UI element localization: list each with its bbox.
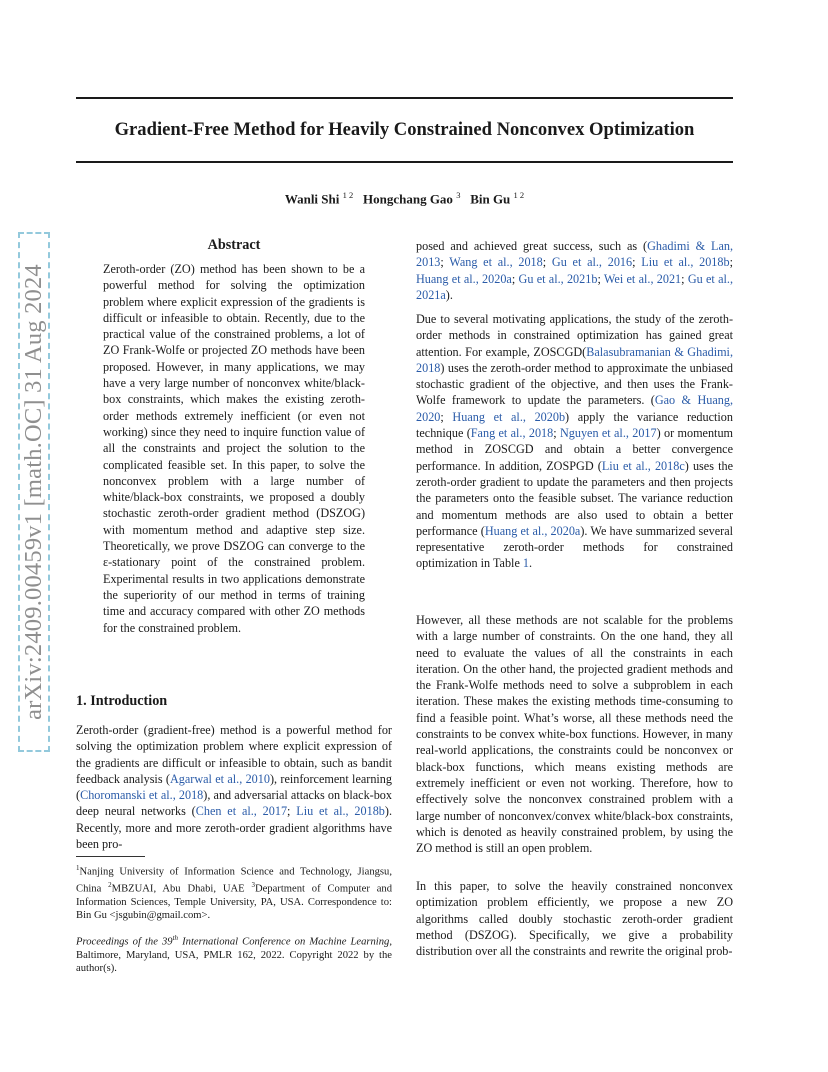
section-heading-introduction: 1. Introduction [76, 693, 168, 709]
author-affiliation: 1 2 [513, 190, 525, 200]
citation-link[interactable]: Huang et al., 2020a [484, 523, 581, 538]
citation-link[interactable]: Wang et al., 2018 [449, 255, 543, 270]
text-run: ). [445, 287, 453, 302]
intro-paragraph-1 [76, 722, 392, 852]
citation-link[interactable]: Gu et al., 2021b [518, 271, 598, 286]
intro-paragraph-4: In this paper, to solve the heavily constrained nonconvex optimization problem efficiently, we propose a new ZO algorithms called doubly stochastic zeroth-order gradient method (DSZOG). Specifically, we give a probability distribution over all the constraints and rewrite the original prob- [416, 879, 733, 959]
abstract-text: Zeroth-order (ZO) method has been shown to be a powerful method for solving the optimization problem where explicit expression of the gradients is difficult or infeasible to obtain. Recently, due to the practical value of the constrained problems, a lot of ZO Frank-Wolfe or projected ZO methods have been proposed. However, in many applications, we may have a very large number of nonconvex white/black-box constraints, which makes the existing zeroth-order methods extremely inefficient (or even not working) since they need to inquire function value of all the constraints and project the solution to the complicated feasible set. In this paper, to solve the nonconvex problem with a large number of white/black-box constraints, we proposed a doubly stochastic zeroth-order gradient method (DSZOG) with momentum method and adaptive step size. Theoretically, we prove DSZOG can converge to the ε-stationary point of the constrained problem. Experimental results in two applications demonstrate the superiority of our method in terms of training time and accuracy compared with other ZO methods for the constrained problem. [103, 262, 365, 635]
text-run: ). We have summarized several representative zeroth-order methods for constrained optimization in Table [416, 523, 734, 571]
author-name: Bin Gu [470, 191, 511, 207]
title-bottom-rule [76, 161, 733, 163]
text-run: ), and adversarial attacks on black-box deep neural networks ( [76, 788, 392, 819]
abstract-heading: Abstract [207, 237, 261, 253]
text-run: . [529, 556, 533, 571]
citation-link[interactable]: Ghadimi & Lan, 2013 [416, 239, 734, 270]
text-run: ) uses the zeroth-order method to approximate the unbiased stochastic gradient of the objective, and then uses the Frank-Wolfe framework to update the parameters. ( [416, 360, 733, 408]
author-affiliation: 1 2 [342, 190, 354, 200]
text-run: ) uses the zeroth-order gradient to update the parameters and then projects the parameters onto the feasible subset. The variance reduction and momentum methods are also used to obtain a better performance ( [416, 458, 733, 538]
citation-link[interactable]: Nguyen et al., 2017 [559, 426, 657, 441]
citation-link[interactable]: Agarwal et al., 2010 [169, 771, 270, 786]
intro-paragraph-2 [416, 311, 733, 572]
author-name: Wanli Shi [284, 191, 340, 207]
text-run: ) or momentum method in ZOSCGD and obtain a better convergence performance. In addition, ZOSPGD ( [416, 426, 734, 473]
citation-link[interactable]: Chen et al., 2017 [195, 804, 288, 819]
citation-link[interactable]: Huang et al., 2020b [452, 409, 566, 424]
proceedings-conference: International Conference on Machine Learning [178, 936, 390, 948]
text-run: ). Recently, more and more zeroth-order gradient algorithms have been pro- [76, 804, 392, 852]
text-run: ; [553, 426, 560, 441]
footnote-affiliations [76, 862, 392, 923]
affiliation-marker: 1 [76, 864, 80, 872]
text-run: ; [440, 255, 450, 270]
proceedings-superscript: th [172, 934, 179, 942]
text-run: ; [681, 271, 688, 286]
paper-title: Gradient-Free Method for Heavily Constrained Nonconvex Optimization [114, 119, 695, 140]
citation-link[interactable]: Fang et al., 2018 [470, 426, 554, 441]
proceedings-text: Proceedings of the 39 [76, 936, 173, 948]
intro-paragraph-3: However, all these methods are not scalable for the problems with a large number of constraints. On the one hand, they all need to evaluate the values of all the constraints in each iteration. On the other hand, the projected gradient methods and the Frank-Wolfe methods need to solve a subproblem in each iteration. These makes the existing methods time-consuming to find a feasible point. What’s worse, all these methods need the constraints to be convex white-box functions. However, in many real-world applications, the constraints could be nonconvex or black-box functions, which means existing methods are extremely inefficient or even not working. Therefore, how to effectively solve the nonconvex constrained problem with a large number of nonconvex/convex white/black-box constraints, which is denoted as heavily constrained problem, by using the ZO method is still an open problem. [416, 613, 733, 856]
text-run: MBZUAI, Abu Dhabi, UAE [111, 883, 252, 895]
citation-link[interactable]: Gu et al., 2021a [416, 271, 733, 302]
citation-link[interactable]: Huang et al., 2020a [416, 271, 512, 286]
text-run: ; [597, 271, 604, 286]
text-run: ; [542, 255, 552, 270]
affiliation-marker: 3 [251, 880, 255, 889]
text-run: ; [729, 255, 733, 270]
citation-link[interactable]: 1 [522, 556, 529, 571]
text-run: ) apply the variance reduction technique ( [416, 409, 733, 441]
text-run: Nanjing University of Information Science and Technology, Jiangsu, China [76, 866, 392, 895]
proceedings-details: , Baltimore, Maryland, USA, PMLR 162, 2022. Copyright 2022 by the author(s). [76, 936, 392, 975]
text-run: ), reinforcement learning ( [76, 771, 392, 803]
text-run: ; [632, 255, 642, 270]
arxiv-identifier: arXiv:2409.00459v1 [math.OC] 31 Aug 2024 [20, 264, 47, 720]
citation-link[interactable]: Balasubramanian & Ghadimi, 2018 [416, 344, 733, 375]
text-run: Due to several motivating applications, the study of the zeroth-order methods in constrained optimization has gained great attention. For example, ZOSCGD( [416, 312, 733, 359]
footnote-rule [76, 856, 145, 857]
affiliation-marker: 2 [108, 880, 112, 889]
citation-link[interactable]: Gu et al., 2016 [551, 255, 633, 270]
text-run: ; [287, 804, 297, 819]
citation-link[interactable]: Gao & Huang, 2020 [416, 393, 733, 424]
citation-link[interactable]: Wei et al., 2021 [603, 271, 682, 286]
text-run: Zeroth-order (gradient-free) method is a powerful method for solving the optimization problem where explicit expression of the gradients are difficult or infeasible to obtain, such as bandit feedback analysis ( [76, 723, 392, 786]
citation-link[interactable]: Choromanski et al., 2018 [80, 788, 204, 803]
footnote-proceedings [76, 932, 392, 976]
author-list [76, 190, 733, 207]
text-run: ; [440, 409, 453, 424]
intro-paragraph-1-continued [416, 238, 733, 303]
citation-link[interactable]: Liu et al., 2018c [601, 458, 685, 473]
text-run: Department of Computer and Information Sciences, Temple University, PA, USA. Correspondence to: Bin Gu <jsgubin@gmail.com>. [76, 883, 392, 922]
title-top-rule [76, 97, 733, 99]
text-run: posed and achieved great success, such as ( [416, 239, 648, 253]
author-affiliation: 3 [456, 190, 461, 200]
citation-link[interactable]: Liu et al., 2018b [641, 255, 730, 270]
citation-link[interactable]: Liu et al., 2018b [296, 804, 385, 819]
author-name: Hongchang Gao [363, 191, 453, 207]
text-run: ; [511, 271, 519, 286]
